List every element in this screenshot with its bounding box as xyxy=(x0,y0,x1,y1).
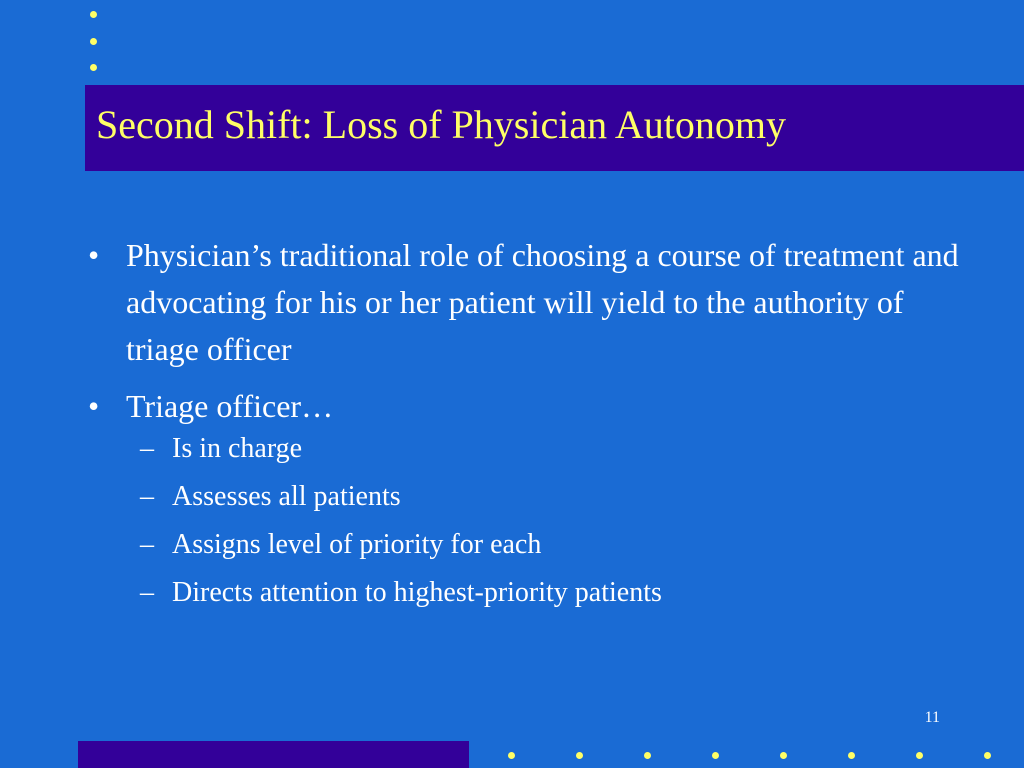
decorative-dot xyxy=(576,752,583,759)
bullet-item xyxy=(88,383,968,430)
sub-bullet-text: Assigns level of priority for each xyxy=(172,529,542,560)
decorative-dot xyxy=(644,752,651,759)
sub-bullet-item xyxy=(88,432,968,466)
sub-bullet-list xyxy=(88,432,968,610)
bullet-marker: • xyxy=(88,237,100,273)
decorative-dot xyxy=(984,752,991,759)
slide-body xyxy=(88,232,968,624)
sub-bullet-item xyxy=(88,576,968,610)
decorative-dot xyxy=(712,752,719,759)
decorative-dot xyxy=(90,38,97,45)
page-number: 11 xyxy=(924,709,940,726)
bullet-marker: • xyxy=(88,388,100,424)
bullet-text: Physician’s traditional role of choosing a course of treatment and advocating for his or her patient will yield to the authority of triage officer xyxy=(126,237,959,367)
decorative-dot xyxy=(780,752,787,759)
decorative-dot xyxy=(508,752,515,759)
decorative-dot xyxy=(916,752,923,759)
sub-bullet-text: Directs attention to highest-priority patients xyxy=(172,577,662,608)
decorative-dot xyxy=(848,752,855,759)
sub-bullet-marker: – xyxy=(140,481,154,512)
sub-bullet-text: Assesses all patients xyxy=(172,481,401,512)
sub-bullet-marker: – xyxy=(140,529,154,560)
top-dot-column xyxy=(90,11,100,75)
slide-title: Second Shift: Loss of Physician Autonomy xyxy=(96,102,786,147)
bottom-accent-bar xyxy=(78,741,469,768)
decorative-dot xyxy=(90,11,97,18)
bullet-text: Triage officer… xyxy=(126,388,334,424)
decorative-dot xyxy=(90,64,97,71)
sub-bullet-text: Is in charge xyxy=(172,433,303,464)
sub-bullet-item xyxy=(88,480,968,514)
bottom-dot-row xyxy=(508,752,1008,762)
sub-bullet-item xyxy=(88,528,968,562)
sub-bullet-marker: – xyxy=(140,577,154,608)
bullet-item xyxy=(88,232,968,373)
sub-bullet-marker: – xyxy=(140,433,154,464)
title-bar xyxy=(85,85,1024,171)
